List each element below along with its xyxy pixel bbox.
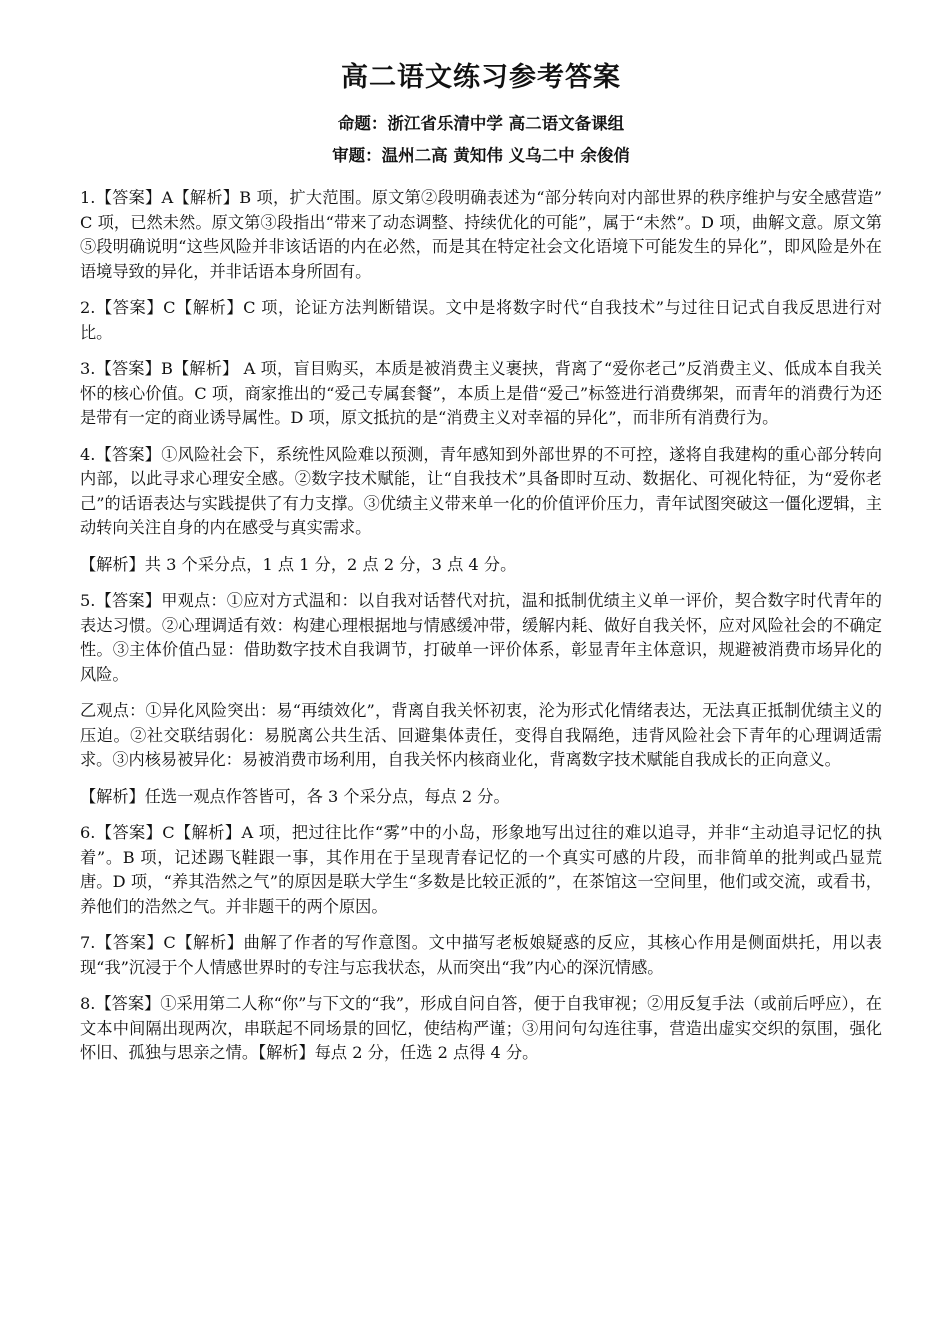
answer-3: 3.【答案】B【解析】 A 项，盲目购买，本质是被消费主义裹挟，背离了“爱你老己”反消费主义、低成本自我关怀的核心价值。C 项，商家推出的“爱己专属套餐”，本质上是借“爱己”标签进行消费绑架，而青年的消费行为还是带有一定的商业诱导属性。D 项，原文抵抗的是“消费主义对幸福的异化”，而非所有消费行为。	[80, 359, 882, 427]
answer-1: 1.【答案】A【解析】B 项，扩大范围。原文第②段明确表述为“部分转向对内部世界的秩序维护与安全感营造” C 项，已然未然。原文第③段指出“带来了动态调整、持续优化的可能”，属于“未然”。D 项，曲解文意。原文第⑤段明确说明“这些风险并非该话语的内在必然，而是其在特定社会文化语境下可能发生的异化”，即风险是外在语境导致的异化，并非话语本身所固有。	[80, 188, 882, 281]
answer-8: 8.【答案】①采用第二人称“你”与下文的“我”，形成自问自答，便于自我审视；②用反复手法（或前后呼应），在文本中间隔出现两次，串联起不同场景的回忆，使结构严谨；③用问句勾连往事，营造出虚实交织的氛围，强化怀旧、孤独与思亲之情。【解析】每点 2 分，任选 2 点得 4 分。	[80, 994, 882, 1062]
answer-4: 4.【答案】①风险社会下，系统性风险难以预测，青年感知到外部世界的不可控，遂将自我建构的重心部分转向内部，以此寻求心理安全感。②数字技术赋能，让“自我技术”具备即时互动、数据化、可视化特征，为“爱你老己”的话语表达与实践提供了有力支撑。③优绩主义带来单一化的价值评价压力，青年试图突破这一僵化逻辑，主动转向关注自身的内在感受与真实需求。	[80, 444, 882, 537]
answer-7: 7.【答案】C【解析】曲解了作者的写作意图。文中描写老板娘疑惑的反应，其核心作用是侧面烘托，用以表现“我”沉浸于个人情感世界时的专注与忘我状态，从而突出“我”内心的深沉情感。	[80, 933, 882, 977]
answer-5-view-b: 乙观点：①异化风险突出：易“再绩效化”，背离自我关怀初衷，沦为形式化情绪表达，无法真正抵制优绩主义的压迫。②社交联结弱化：易脱离公共生活、回避集体责任，变得自我隔绝，违背风险社会下青年的心理调适需求。③内核易被异化：易被消费市场利用，自我关怀内核商业化，背离数字技术赋能自我成长的正向意义。	[80, 701, 882, 769]
answer-4-scoring: 【解析】共 3 个采分点，1 点 1 分，2 点 2 分，3 点 4 分。	[80, 554, 517, 574]
answer-5-scoring: 【解析】任选一观点作答皆可，各 3 个采分点，每点 2 分。	[80, 786, 510, 806]
answer-list	[80, 186, 882, 1066]
document-title: 高二语文练习参考答案	[341, 62, 621, 93]
answer-6: 6.【答案】C【解析】A 项，把过往比作“雾”中的小岛，形象地写出过往的难以追寻，并非“主动追寻记忆的执着”。B 项，记述踢飞鞋跟一事，其作用在于呈现青春记忆的一个真实可感的片段，而非简单的批判或凸显荒唐。D 项，“养其浩然之气”的原因是联大学生“多数是比较正派的”，在茶馆这一空间里，他们或交流，或看书，养他们的浩然之气。并非题干的两个原因。	[80, 823, 882, 916]
review-line: 审题：温州二高 黄知伟 义乌二中 余俊俏	[332, 146, 630, 165]
answer-5-view-a: 5.【答案】甲观点：①应对方式温和：以自我对话替代对抗，温和抵制优绩主义单一评价，契合数字时代青年的表达习惯。②心理调适有效：构建心理根据地与情感缓冲带，缓解内耗、做好自我关怀，应对风险社会的不确定性。③主体价值凸显：借助数字技术自我调节，打破单一评价体系，彰显青年主体意识，规避被消费市场异化的风险。	[80, 591, 882, 684]
proposition-line: 命题：浙江省乐清中学 高二语文备课组	[337, 114, 625, 133]
answer-2: 2.【答案】C【解析】C 项，论证方法判断错误。文中是将数字时代“自我技术”与过往日记式自我反思进行对比。	[80, 298, 882, 342]
